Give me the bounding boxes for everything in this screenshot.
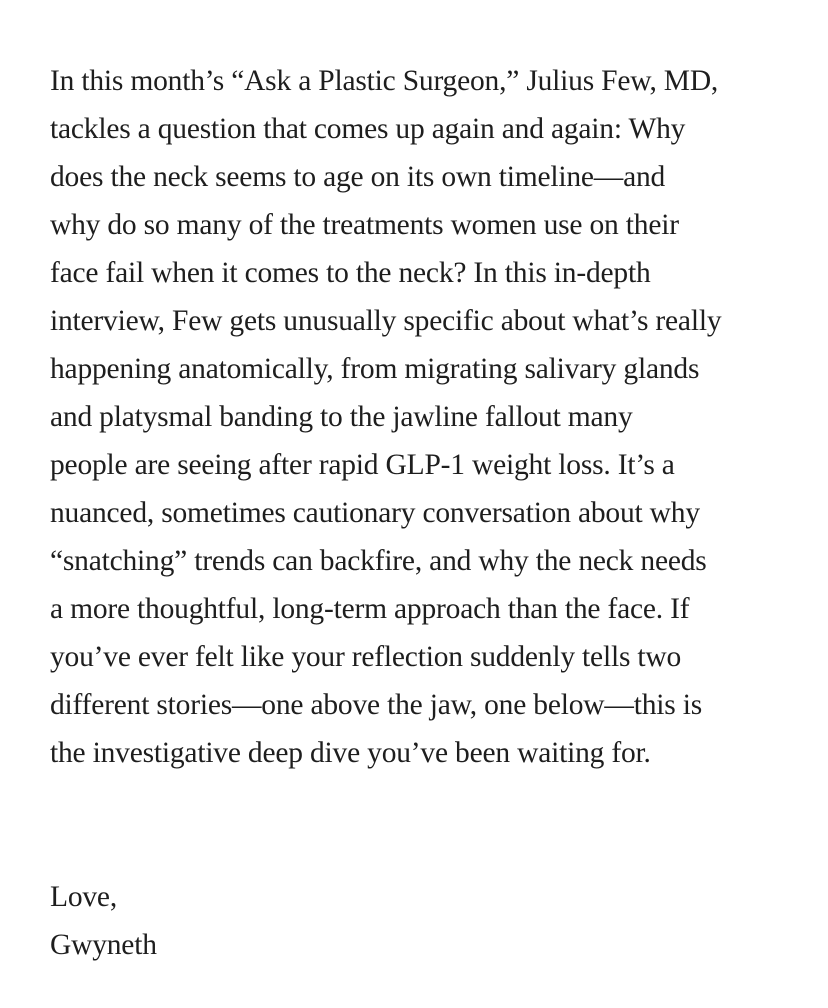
signature-name: Gwyneth bbox=[50, 929, 157, 961]
paragraph-line: you’ve ever felt like your reflection suddenly tells two bbox=[50, 641, 682, 673]
paragraph-line: face fail when it comes to the neck? In this in-depth bbox=[50, 257, 651, 289]
paragraph-line: people are seeing after rapid GLP-1 weight loss. It’s a bbox=[50, 449, 675, 481]
paragraph-line: interview, Few gets unusually specific about what’s really bbox=[50, 305, 722, 337]
paragraph-line: why do so many of the treatments women use on their bbox=[50, 209, 679, 241]
paragraph-line: does the neck seems to age on its own timeline—and bbox=[50, 161, 666, 193]
paragraph-line: tackles a question that comes up again and again: Why bbox=[50, 113, 686, 145]
paragraph-line: and platysmal banding to the jawline fallout many bbox=[50, 401, 633, 433]
paragraph-line: happening anatomically, from migrating salivary glands bbox=[50, 353, 700, 385]
paragraph-line: “snatching” trends can backfire, and why the neck needs bbox=[50, 545, 707, 577]
paragraph-line: nuanced, sometimes cautionary conversation about why bbox=[50, 497, 700, 529]
paragraph-line: a more thoughtful, long-term approach than the face. If bbox=[50, 593, 690, 625]
intro-paragraph bbox=[50, 57, 790, 777]
paragraph-line: different stories—one above the jaw, one below—this is bbox=[50, 689, 702, 721]
paragraph-line: In this month’s “Ask a Plastic Surgeon,” Julius Few, MD, bbox=[50, 65, 719, 97]
closing-text: Love, bbox=[50, 881, 117, 913]
paragraph-line: the investigative deep dive you’ve been waiting for. bbox=[50, 737, 651, 769]
signoff-block bbox=[50, 873, 790, 969]
newsletter-content bbox=[50, 57, 790, 969]
